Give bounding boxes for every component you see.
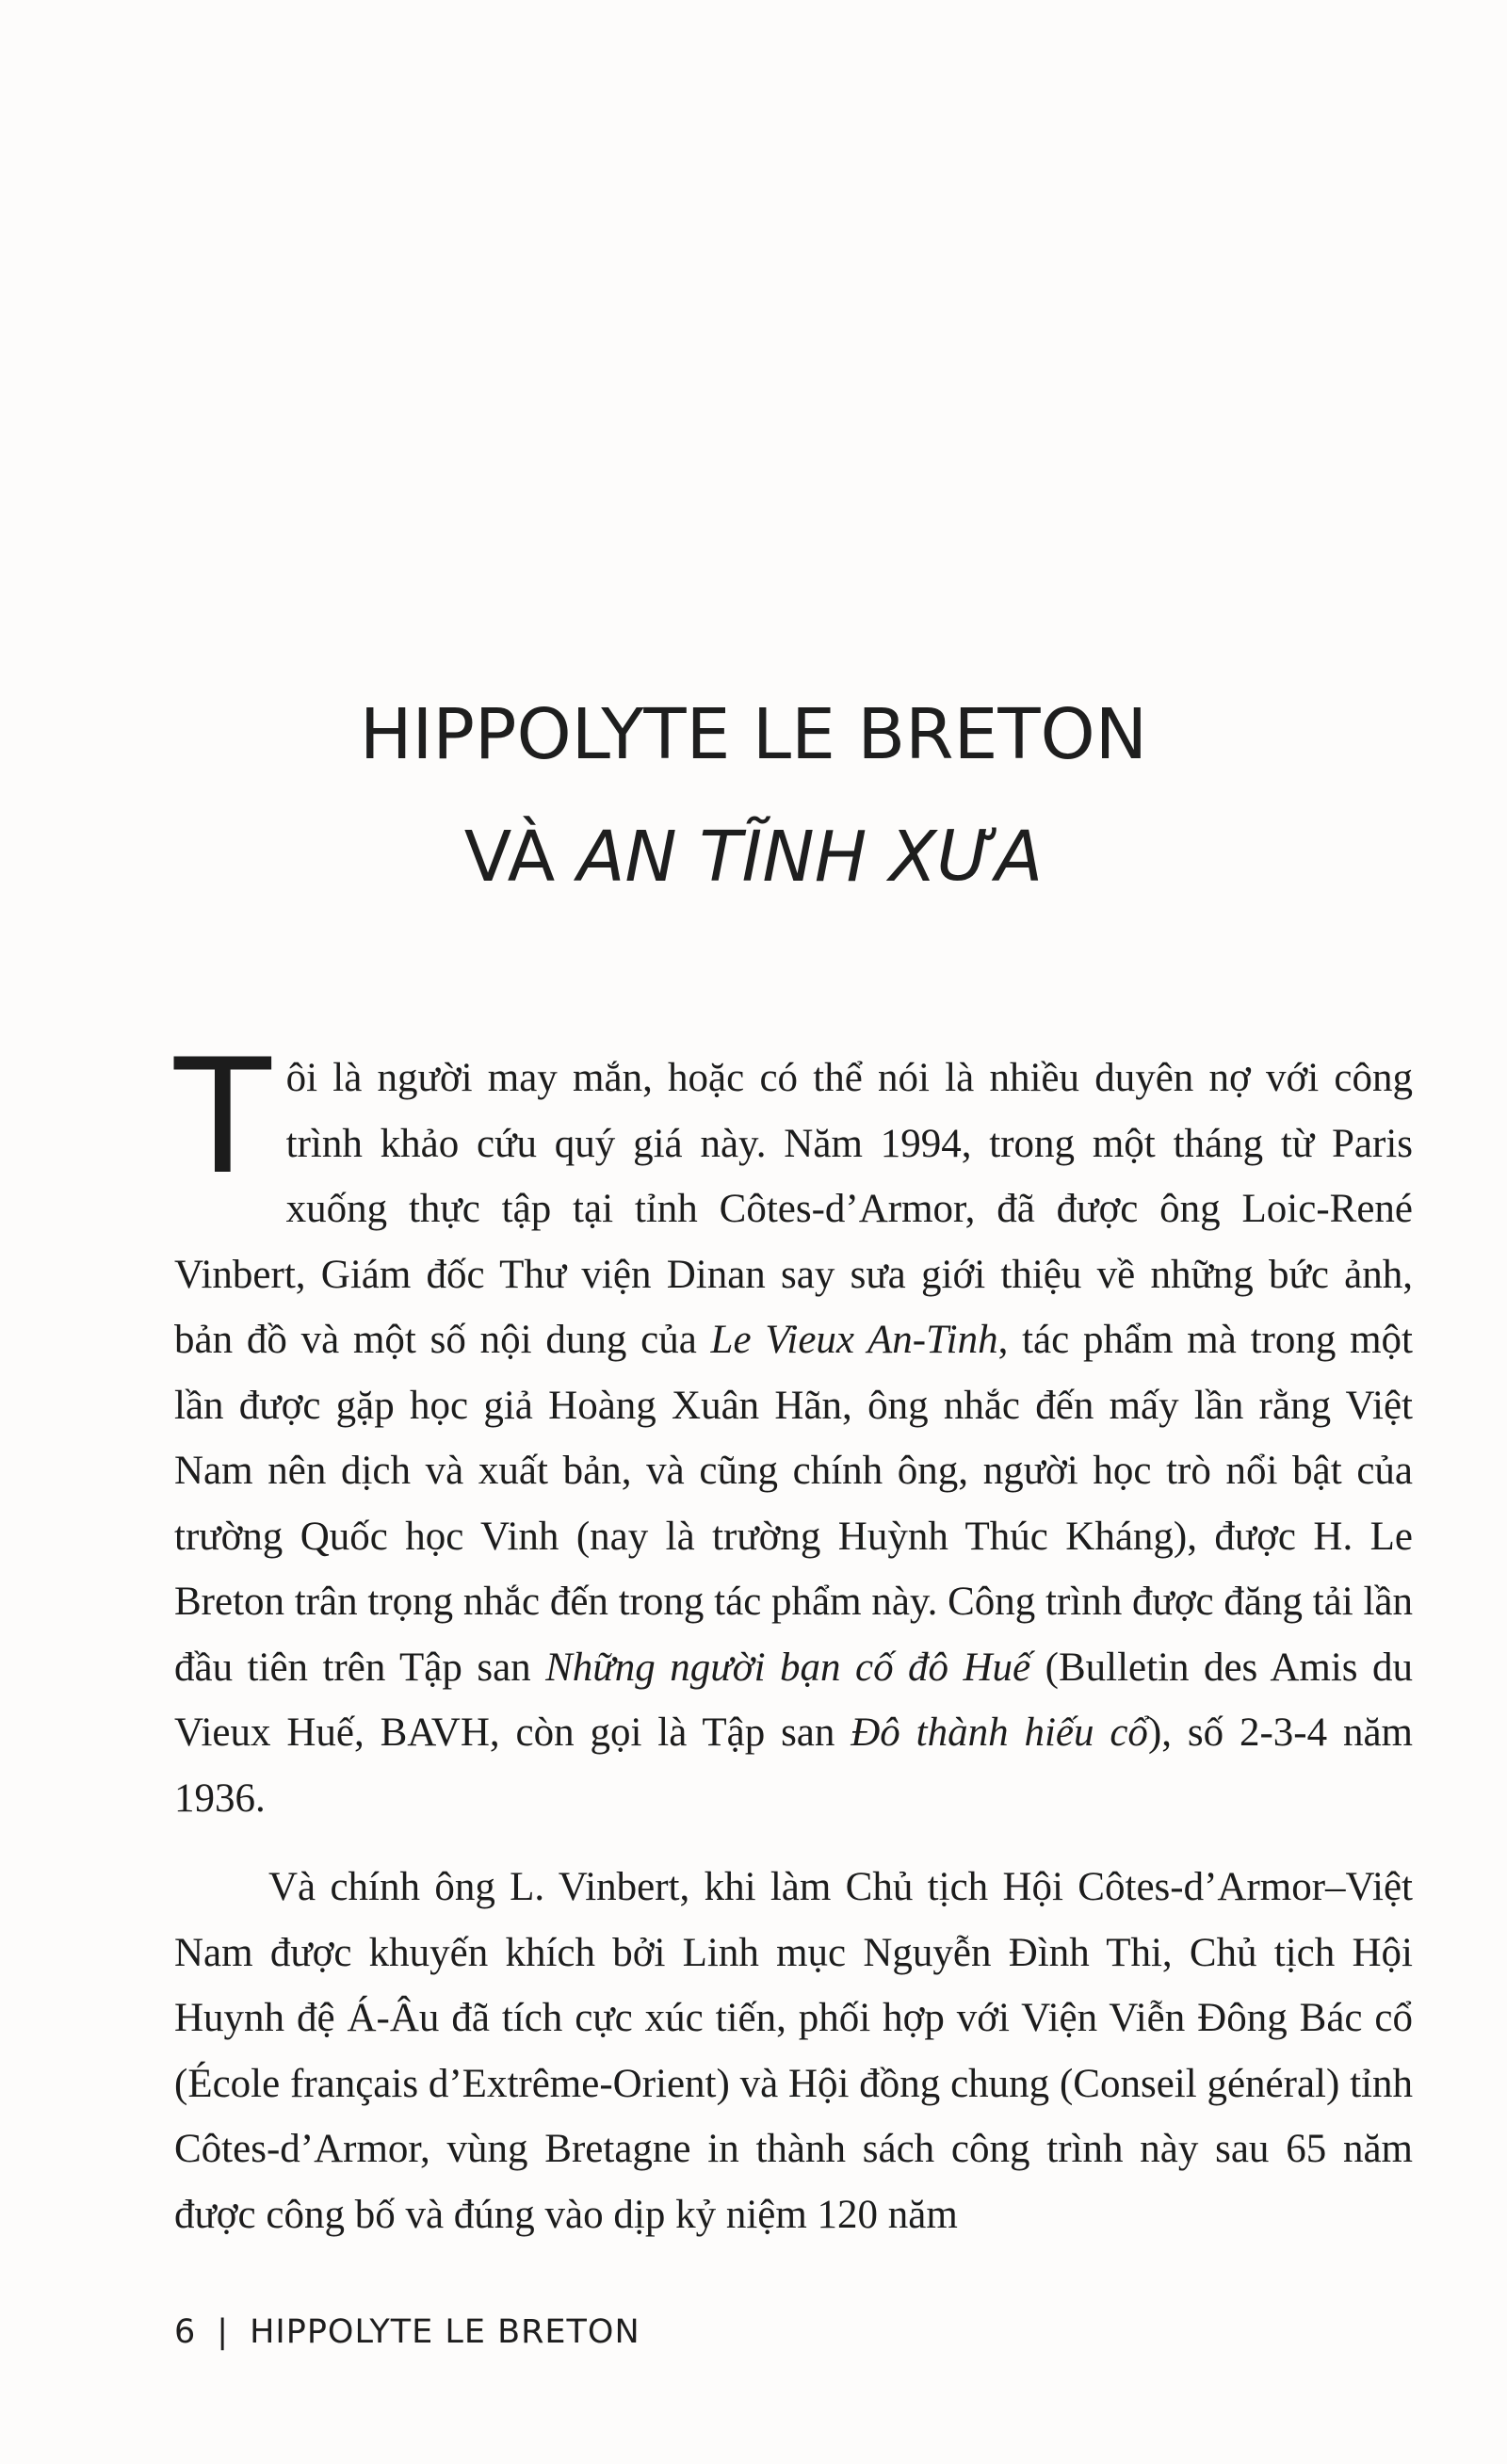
- text-segment: ), số 2-3-4 năm 1936.: [174, 1710, 1413, 1821]
- paragraph-2: [174, 1855, 1413, 2247]
- chapter-title-line-2: [0, 796, 1507, 918]
- page-footer: [174, 2313, 640, 2351]
- chapter-title-line-1: HIPPOLYTE LE BRETON: [359, 694, 1148, 775]
- body-text: [174, 1025, 1414, 2247]
- paragraph-1: [174, 1025, 1414, 1831]
- footer-separator: |: [217, 2313, 230, 2351]
- chapter-title: [0, 673, 1507, 918]
- journal-title-italic: Những người bạn cố đô Huế: [545, 1645, 1031, 1690]
- text-segment: ôi là người may mắn, hoặc có thể nói là nhiều duyên nợ với công trình khảo cứu quý giá này. Năm 1994, trong một tháng từ Paris xuống thực tập tại tỉnh Côtes-d’Armor, đã được ông Loic-René Vinbert, Giám đốc Thư viện Dinan say sưa giới thiệu về những bức ảnh, bản đồ và một số nội dung của: [174, 1056, 1413, 1362]
- journal-alt-title-italic: Đô thành hiếu cổ: [851, 1710, 1148, 1755]
- text-segment: , tác phẩm mà trong một lần được gặp học giả Hoàng Xuân Hãn, ông nhắc đến mấy lần rằng Việt Nam nên dịch và xuất bản, và cũng chính ông, người học trò nổi bật của trường Quốc học Vinh (nay là trường Huỳnh Thúc Kháng), được H. Le Breton trân trọng nhắc đến trong tác phẩm này. Công trình được đăng tải lần đầu tiên trên Tập san: [174, 1318, 1413, 1690]
- running-head: HIPPOLYTE LE BRETON: [250, 2313, 640, 2351]
- book-title-italic: Le Vieux An-Tinh: [710, 1318, 998, 1362]
- drop-cap: T: [174, 1025, 271, 1209]
- chapter-title-prefix: VÀ: [463, 817, 577, 898]
- text-segment: (Bulletin des Amis du Vieux Huế, BAVH, còn gọi là Tập san: [174, 1645, 1414, 1755]
- page-number: 6: [174, 2313, 197, 2351]
- text-segment: Và chính ông L. Vinbert, khi làm Chủ tịch Hội Côtes-d’Armor–Việt Nam được khuyến khích bởi Linh mục Nguyễn Đình Thi, Chủ tịch Hội Huynh đệ Á-Âu đã tích cực xúc tiến, phối hợp với Viện Viễn Đông Bác cổ (École français d’Extrême-Orient) và Hội đồng chung (Conseil général) tỉnh Côtes-d’Armor, vùng Bretagne in thành sách công trình này sau 65 năm được công bố và đúng vào dịp kỷ niệm 120 năm: [174, 1865, 1413, 2237]
- chapter-title-italic: AN TĨNH XƯA: [576, 817, 1044, 898]
